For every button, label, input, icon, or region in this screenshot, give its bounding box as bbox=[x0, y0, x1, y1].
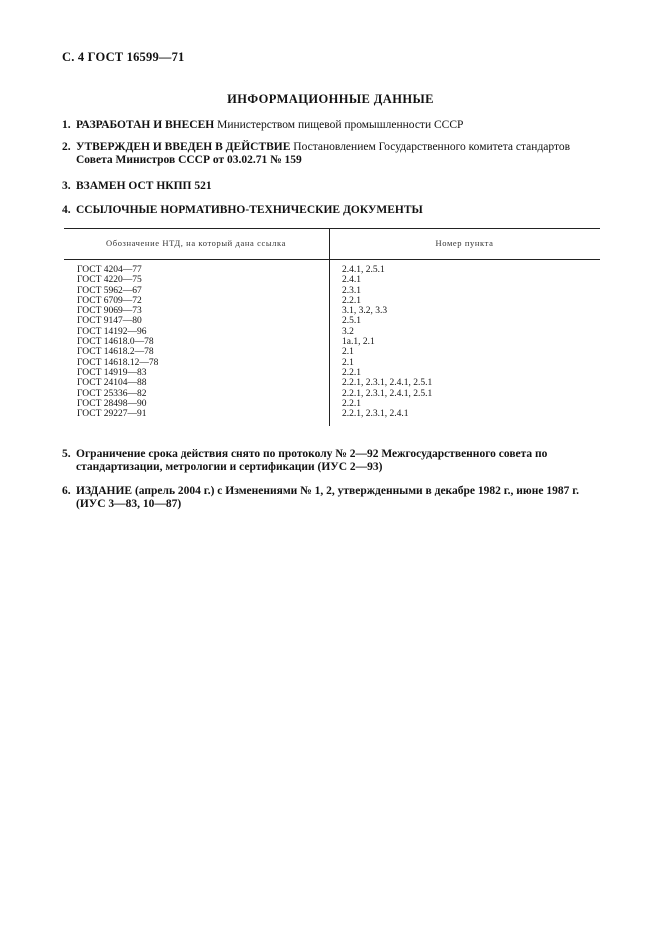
reference-table bbox=[64, 228, 600, 419]
item-1-heading: РАЗРАБОТАН И ВНЕСЕН bbox=[76, 119, 215, 131]
table-row bbox=[64, 306, 600, 316]
table-cell-clause: 2.2.1 bbox=[342, 367, 361, 378]
table-cell-document: ГОСТ 4204—77 bbox=[77, 265, 142, 275]
item-6-number: 6. bbox=[62, 485, 71, 497]
page-title: ИНФОРМАЦИОННЫЕ ДАННЫЕ bbox=[227, 92, 434, 106]
table-cell-clause: 3.1, 3.2, 3.3 bbox=[342, 306, 388, 317]
table-row bbox=[64, 399, 600, 409]
table-cell-document: ГОСТ 5962—67 bbox=[77, 285, 142, 296]
table-cell-clause: 2.5.1 bbox=[342, 316, 361, 327]
table-row bbox=[64, 409, 600, 419]
table-row bbox=[64, 316, 600, 326]
item-5-text: Ограничение срока действия снято по протоколу № 2—92 Межгосударственного совета по bbox=[76, 448, 548, 460]
table-row bbox=[64, 358, 600, 368]
table-row bbox=[64, 378, 600, 388]
table-cell-clause: 2.4.1, 2.5.1 bbox=[342, 265, 385, 275]
table-row bbox=[64, 327, 600, 337]
table-cell-clause: 2.2.1 bbox=[342, 295, 361, 306]
table-cell-document: ГОСТ 14618.2—78 bbox=[77, 347, 154, 358]
table-row bbox=[64, 275, 600, 285]
item-6 bbox=[62, 485, 602, 511]
table-row bbox=[64, 347, 600, 357]
table-row bbox=[64, 296, 600, 306]
table-cell-document: ГОСТ 14192—96 bbox=[77, 326, 147, 337]
item-2-line2: Совета Министров СССР от 03.02.71 № 159 bbox=[76, 154, 302, 166]
item-5-number: 5. bbox=[62, 448, 71, 460]
item-3-number: 3. bbox=[62, 180, 71, 192]
table-cell-clause: 2.1 bbox=[342, 347, 354, 358]
table-header bbox=[64, 229, 600, 260]
item-2-text: Постановлением Государственного комитета стандартов bbox=[293, 141, 571, 153]
table-cell-document: ГОСТ 9147—80 bbox=[77, 316, 142, 327]
table-cell-document: ГОСТ 28498—90 bbox=[77, 398, 147, 409]
item-4 bbox=[62, 204, 602, 217]
table-header-clause: Номер пункта bbox=[435, 238, 494, 248]
table-cell-document: ГОСТ 4220—75 bbox=[77, 275, 142, 286]
table-cell-clause: 2.3.1 bbox=[342, 285, 361, 296]
item-4-number: 4. bbox=[62, 204, 71, 216]
table-cell-document: ГОСТ 9069—73 bbox=[77, 306, 142, 317]
table-cell-clause: 3.2 bbox=[342, 326, 354, 337]
item-2-heading: УТВЕРЖДЕН И ВВЕДЕН В ДЕЙСТВИЕ bbox=[76, 141, 291, 153]
table-cell-document: ГОСТ 14618.12—78 bbox=[77, 357, 159, 368]
item-1-number: 1. bbox=[62, 119, 71, 131]
item-4-heading: ССЫЛОЧНЫЕ НОРМАТИВНО-ТЕХНИЧЕСКИЕ ДОКУМЕНТЫ bbox=[76, 204, 423, 216]
table-cell-clause: 2.2.1 bbox=[342, 398, 361, 409]
table-cell-document: ГОСТ 24104—88 bbox=[77, 378, 147, 389]
item-6-text: (апрель 2004 г.) с Изменениями № 1, 2, утвержденными в декабре 1982 г., июне 1987 г. bbox=[134, 485, 579, 497]
table-cell-clause: 2.4.1 bbox=[342, 275, 361, 286]
table-row bbox=[64, 368, 600, 378]
table-row bbox=[64, 337, 600, 347]
table-row bbox=[64, 265, 600, 275]
table-body-divider bbox=[329, 260, 330, 426]
item-5 bbox=[62, 448, 602, 474]
item-6-line2: (ИУС 3—83, 10—87) bbox=[76, 498, 182, 510]
table-cell-clause: 2.2.1, 2.3.1, 2.4.1 bbox=[342, 409, 409, 420]
item-5-line2: стандартизации, метрологии и сертификации (ИУС 2—93) bbox=[76, 461, 383, 473]
table-body bbox=[64, 260, 600, 419]
page-header: С. 4 ГОСТ 16599—71 bbox=[62, 50, 185, 64]
table-cell-clause: 2.2.1, 2.3.1, 2.4.1, 2.5.1 bbox=[342, 388, 433, 399]
table-cell-document: ГОСТ 25336—82 bbox=[77, 388, 147, 399]
item-3 bbox=[62, 180, 602, 193]
table-cell-document: ГОСТ 6709—72 bbox=[77, 295, 142, 306]
table-cell-clause: 1а.1, 2.1 bbox=[342, 337, 375, 348]
table-cell-document: ГОСТ 29227—91 bbox=[77, 409, 147, 420]
table-row bbox=[64, 286, 600, 296]
table-cell-clause: 2.1 bbox=[342, 357, 354, 368]
item-1 bbox=[62, 119, 602, 132]
table-cell-document: ГОСТ 14618.0—78 bbox=[77, 337, 154, 348]
table-cell-clause: 2.2.1, 2.3.1, 2.4.1, 2.5.1 bbox=[342, 378, 433, 389]
table-cell-document: ГОСТ 14919—83 bbox=[77, 367, 147, 378]
item-2 bbox=[62, 141, 602, 167]
table-row bbox=[64, 389, 600, 399]
item-6-heading: ИЗДАНИЕ bbox=[76, 485, 133, 497]
item-2-number: 2. bbox=[62, 141, 71, 153]
item-1-text: Министерством пищевой промышленности СССР bbox=[217, 119, 464, 131]
item-3-heading: ВЗАМЕН ОСТ НКПП 521 bbox=[76, 180, 212, 192]
table-header-document: Обозначение НТД, на который дана ссылка bbox=[106, 238, 286, 248]
